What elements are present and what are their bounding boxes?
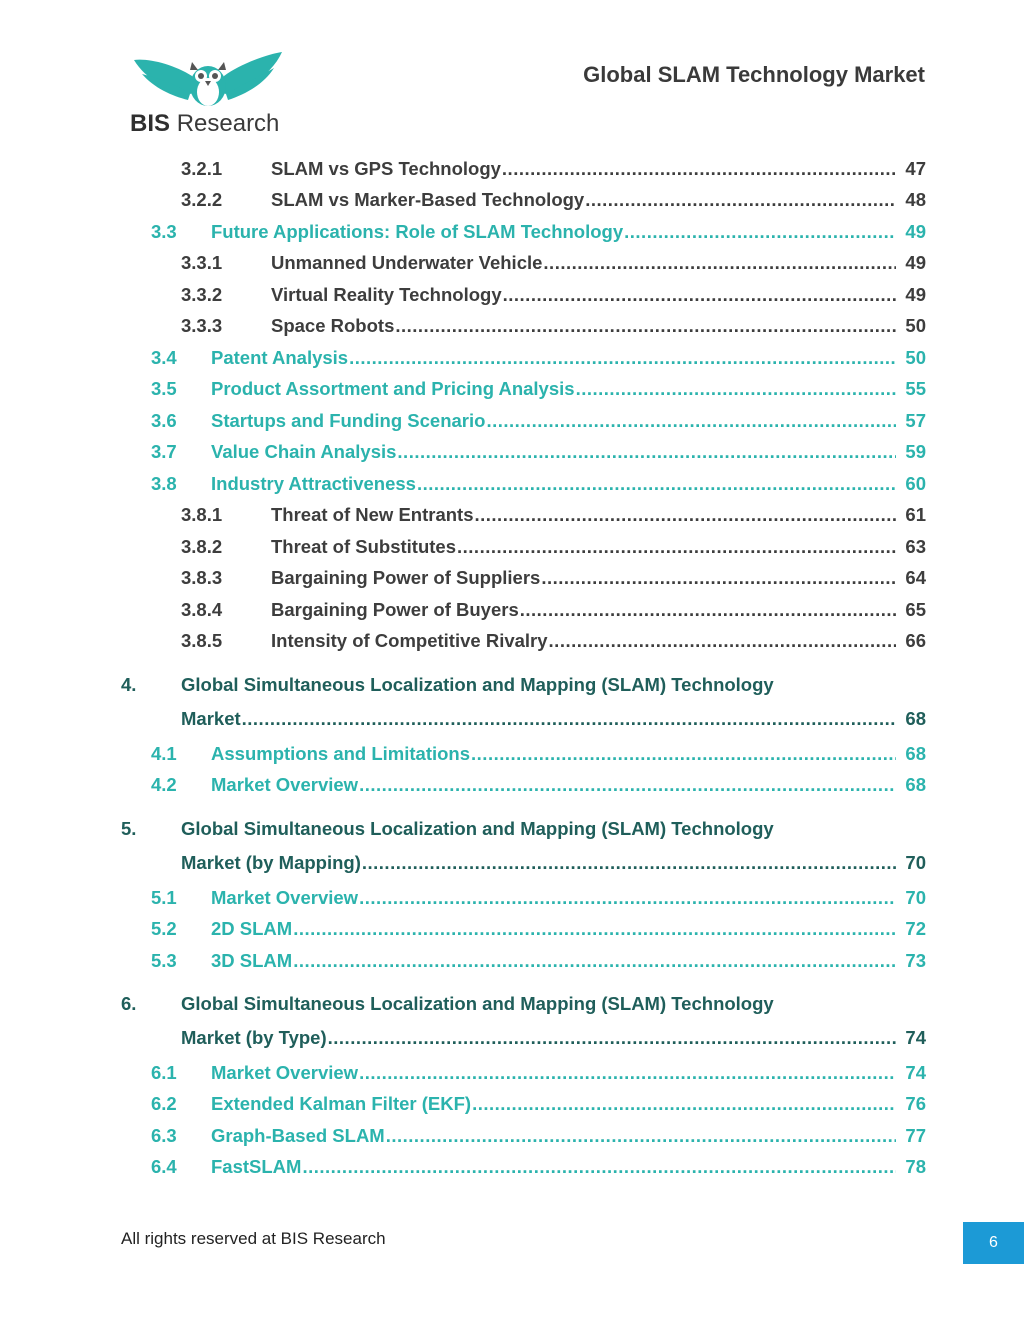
toc-number: 4.2 [151,774,177,795]
toc-page: 49 [905,221,926,242]
toc-page: 77 [905,1125,926,1146]
toc-number: 3.4 [151,347,177,368]
toc-entry[interactable] [0,1125,1024,1149]
toc-page: 78 [905,1156,926,1177]
toc-number: 4.1 [151,743,177,764]
toc-page: 70 [905,852,926,873]
toc-title: Intensity of Competitive Rivalry [271,630,548,651]
toc-title: Market Overview [211,1062,359,1083]
toc-title: Bargaining Power of Suppliers [271,567,541,588]
toc-title: 2D SLAM [211,918,293,939]
toc-entry[interactable] [0,347,1024,371]
toc-page: 49 [905,284,926,305]
toc-title: Market (by Type) [181,1027,327,1048]
toc-page: 60 [905,473,926,494]
toc-title: Market (by Mapping) [181,852,361,873]
footer-rights: All rights reserved at BIS Research [121,1229,386,1248]
toc-number: 3.8.1 [181,504,223,525]
toc-chapter-heading[interactable] [0,674,1024,698]
toc-entry[interactable] [0,708,1024,732]
toc-number: 3.3.3 [181,315,223,336]
page-number-badge [963,1222,1024,1264]
toc-page: 68 [905,708,926,729]
toc-title: SLAM vs GPS Technology [271,158,501,179]
toc-number: 4. [121,674,137,695]
toc-chapter-heading[interactable] [0,818,1024,842]
toc-number: 6.1 [151,1062,177,1083]
toc-entry[interactable] [0,158,1024,182]
toc-page: 50 [905,347,926,368]
toc-number: 3.3.2 [181,284,223,305]
toc-title: Virtual Reality Technology [271,284,502,305]
toc-entry[interactable] [0,284,1024,308]
toc-entry[interactable] [0,378,1024,402]
toc-title: SLAM vs Marker-Based Technology [271,189,585,210]
toc-page: 48 [905,189,926,210]
toc-number: 3.3 [151,221,177,242]
toc-entry[interactable] [0,315,1024,339]
toc-page: 68 [905,774,926,795]
page-number: 6 [989,1234,998,1251]
toc-entry[interactable] [0,410,1024,434]
toc-number: 5.1 [151,887,177,908]
toc-entry[interactable] [0,950,1024,974]
toc-page: 74 [905,1062,926,1083]
toc-title: Future Applications: Role of SLAM Technology [211,221,624,242]
toc-number: 6.2 [151,1093,177,1114]
logo-text: BIS Research [130,110,280,137]
toc-page: 70 [905,887,926,908]
toc-title: Market Overview [211,774,359,795]
toc-title: Graph-Based SLAM [211,1125,385,1146]
toc-number: 3.8.5 [181,630,223,651]
toc-entry[interactable] [0,1062,1024,1086]
toc-entry[interactable] [0,504,1024,528]
toc-number: 3.8.2 [181,536,223,557]
toc-chapter-heading[interactable] [0,993,1024,1017]
toc-entry[interactable] [0,536,1024,560]
toc-title: Value Chain Analysis [211,441,397,462]
toc-page: 66 [905,630,926,651]
toc-entry[interactable] [0,1093,1024,1117]
toc-title: Market [181,708,241,729]
toc-entry[interactable] [0,918,1024,942]
toc-title: Patent Analysis [211,347,349,368]
toc-entry[interactable] [0,441,1024,465]
toc-number: 3.2.2 [181,189,223,210]
toc-entry[interactable] [0,1156,1024,1180]
toc-page: 50 [905,315,926,336]
toc-entry[interactable] [0,852,1024,876]
toc-entry[interactable] [0,221,1024,245]
toc-page: 57 [905,410,926,431]
toc-number: 6.4 [151,1156,177,1177]
toc-entry[interactable] [0,774,1024,798]
toc-page: 63 [905,536,926,557]
toc-number: 3.8.4 [181,599,223,620]
toc-title: Market Overview [211,887,359,908]
toc-title: Unmanned Underwater Vehicle [271,252,543,273]
toc-page: 68 [905,743,926,764]
toc-entry[interactable] [0,567,1024,591]
toc-entry[interactable] [0,743,1024,767]
toc-number: 3.3.1 [181,252,223,273]
toc-title: Global Simultaneous Localization and Mapping (SLAM) Technology [181,818,774,839]
toc-title: 3D SLAM [211,950,293,971]
toc-number: 3.2.1 [181,158,223,179]
toc-entry[interactable] [0,473,1024,497]
toc-title: Global Simultaneous Localization and Mapping (SLAM) Technology [181,674,774,695]
toc-page: 49 [905,252,926,273]
toc-page: 55 [905,378,926,399]
toc-title: Threat of Substitutes [271,536,457,557]
toc-entry[interactable] [0,189,1024,213]
toc-entry[interactable] [0,599,1024,623]
toc-page: 47 [905,158,926,179]
toc-number: 6.3 [151,1125,177,1146]
toc-title: Product Assortment and Pricing Analysis [211,378,575,399]
toc-title: Bargaining Power of Buyers [271,599,519,620]
toc-number: 5. [121,818,137,839]
toc-number: 3.8.3 [181,567,223,588]
toc-entry[interactable] [0,252,1024,276]
toc-entry[interactable] [0,1027,1024,1051]
toc-page: 76 [905,1093,926,1114]
toc-page: 64 [905,567,926,588]
toc-title: Assumptions and Limitations [211,743,471,764]
toc-number: 3.7 [151,441,177,462]
toc-number: 3.8 [151,473,177,494]
toc-title: Industry Attractiveness [211,473,416,494]
toc-page: 61 [905,504,926,525]
toc-title: Startups and Funding Scenario [211,410,486,431]
toc-page: 73 [905,950,926,971]
toc-number: 5.3 [151,950,177,971]
toc-page: 74 [905,1027,926,1048]
document-title: Global SLAM Technology Market [583,62,925,87]
toc-title: Extended Kalman Filter (EKF) [211,1093,472,1114]
toc-number: 6. [121,993,137,1014]
toc-number: 3.5 [151,378,177,399]
toc-page: 65 [905,599,926,620]
toc-number: 3.6 [151,410,177,431]
toc-title: Space Robots [271,315,395,336]
toc-title: FastSLAM [211,1156,302,1177]
toc-number: 5.2 [151,918,177,939]
toc-entry[interactable] [0,630,1024,654]
toc-page: 72 [905,918,926,939]
toc-title: Threat of New Entrants [271,504,474,525]
toc-page: 59 [905,441,926,462]
toc-entry[interactable] [0,887,1024,911]
toc-title: Global Simultaneous Localization and Mapping (SLAM) Technology [181,993,774,1014]
